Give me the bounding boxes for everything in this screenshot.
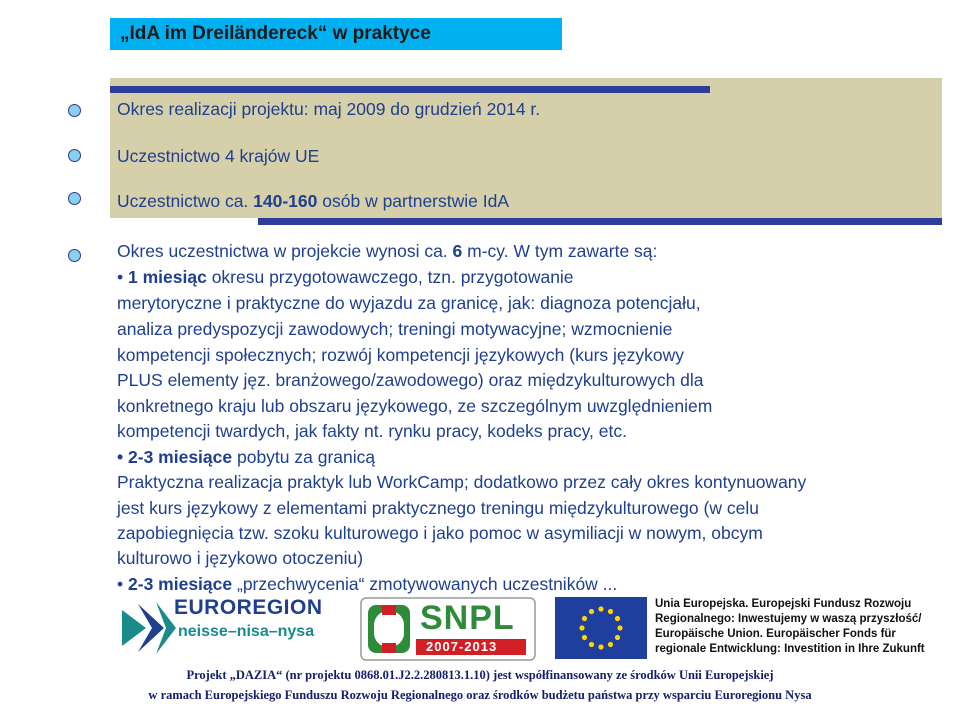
accent-bar-top <box>110 86 710 93</box>
footer-line-1: Projekt „DAZIA“ (nr projektu 0868.01.J2.2.280813.1.10) jest współfinansowany ze środków Unii Europejskiej <box>186 668 774 682</box>
participants-pre: Uczestnictwo ca. <box>117 191 254 211</box>
para-1-line: merytoryczne i praktyczne do wyjazdu za granicę, jak: diagnoza potencjału, <box>117 293 701 313</box>
para-2-line: zapobiegnięcia tzw. szoku kulturowego i jako pomoc w asymiliacji w nowym, obcym <box>117 523 763 543</box>
euroregion-logo <box>118 596 338 656</box>
eu-flag <box>555 597 647 659</box>
item-2-bullet: • <box>117 447 124 467</box>
duration-pre: Okres uczestnictwa w projekcie wynosi ca. <box>117 241 453 261</box>
euroregion-emblem-icon <box>118 598 178 656</box>
item-2-rest: pobytu za granicą <box>232 447 376 467</box>
para-1-line: analiza predyspozycji zawodowych; treningi motywacyjne; wzmocnienie <box>117 319 673 339</box>
para-1-line: konkretnego kraju lub obszaru językowego, ze szczególnym uwzględnieniem <box>117 396 713 416</box>
item-2 <box>117 445 375 471</box>
item-3 <box>117 572 617 598</box>
duration-post: m-cy. W tym zawarte są: <box>462 241 658 261</box>
bullet-circle-4 <box>68 249 81 262</box>
eu-fund-line: regionale Entwicklung: Investition in Ihre Zukunft <box>655 643 925 655</box>
eu-fund-text <box>655 597 925 657</box>
footer-line-2: w ramach Europejskiego Funduszu Rozwoju Regionalnego oraz środków budżetu państwa przy wsparciu Euroregionu Nysa <box>148 688 812 702</box>
item-3-rest: „przechwycenia“ zmotywowanych uczestników ... <box>232 574 618 594</box>
title-banner <box>110 18 562 50</box>
participants-line <box>117 189 509 215</box>
bullet-circle-1 <box>68 104 81 117</box>
snpl-years: 2007-2013 <box>426 639 498 654</box>
para-2-line: kulturowo i językowo otoczeniu) <box>117 548 364 568</box>
para-1-line: kompetencji twardych, jak fakty nt. rynku pracy, kodeks pracy, etc. <box>117 421 627 441</box>
eu-fund-line: Europäische Union. Europäischer Fonds für <box>655 628 896 640</box>
item-2-bold: 2-3 miesiące <box>128 447 233 467</box>
duration-line <box>117 239 657 265</box>
para-2-line: jest kurs językowy z elementami praktycznego treningu międzykulturowego (w celu <box>117 498 759 518</box>
para-2-line: Praktyczna realizacja praktyk lub WorkCamp; dodatkowo przez cały okres kontynuowany <box>117 472 807 492</box>
eu-stars-icon <box>555 597 647 659</box>
snpl-name: SNPL <box>420 599 515 637</box>
para-1-line: PLUS elementy jęz. branżowego/zawodowego) oraz międzykulturowych dla <box>117 370 704 390</box>
item-1-bullet: • <box>117 267 124 287</box>
para-1-line: kompetencji społecznych; rozwój kompetencji językowych (kurs językowy <box>117 345 685 365</box>
bullet-circle-2 <box>68 149 81 162</box>
eu-fund-line: Regionalnego: Inwestujemy w waszą przyszłość/ <box>655 613 922 625</box>
euroregion-name: EUROREGION <box>174 596 323 619</box>
eu-fund-line: Unia Europejska. Europejski Fundusz Rozwoju <box>655 598 912 610</box>
duration-number: 6 <box>452 241 463 261</box>
eu-countries: Uczestnictwo 4 krajów UE <box>117 146 320 166</box>
bullet-circle-3 <box>68 192 81 205</box>
project-period: Okres realizacji projektu: maj 2009 do grudzień 2014 r. <box>117 99 541 119</box>
item-1 <box>117 265 574 291</box>
item-1-rest: okresu przygotowawczego, tzn. przygotowanie <box>206 267 574 287</box>
item-1-bold: 1 miesiąc <box>128 267 207 287</box>
item-3-bold: 2-3 miesiące <box>128 574 233 594</box>
snpl-logo <box>360 597 536 661</box>
participants-post: osób w partnerstwie IdA <box>317 191 510 211</box>
item-3-bullet: • <box>117 574 124 594</box>
page-title: „IdA im Dreiländereck“ w praktyce <box>120 23 431 44</box>
euroregion-subtitle: neisse–nisa–nysa <box>178 623 315 640</box>
participants-count: 140-160 <box>253 191 318 211</box>
accent-bar-bottom <box>258 218 942 225</box>
